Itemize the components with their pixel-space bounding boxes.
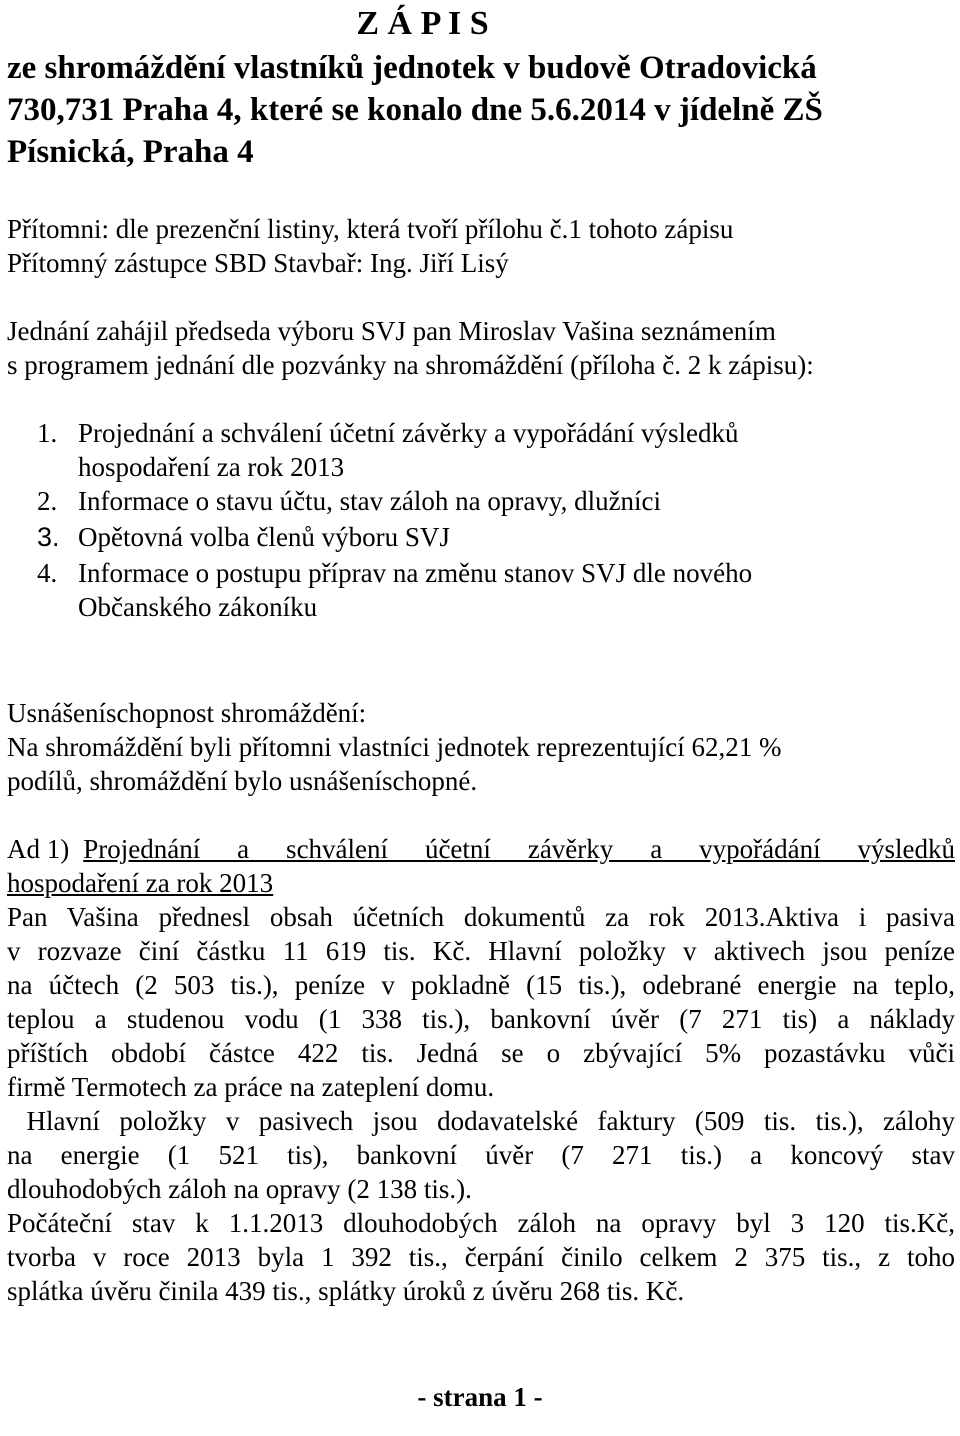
agenda-item-text: Informace o stavu účtu, stav záloh na opravy, dlužníci xyxy=(78,486,662,516)
ad1-para3-line: Počáteční stav k 1.1.2013 dlouhodobých záloh na opravy byl 3 120 tis.Kč, xyxy=(7,1208,955,1238)
ad1-para3-line: tvorba v roce 2013 byla 1 392 tis., čerpání činilo celkem 2 375 tis., z toho xyxy=(7,1242,955,1272)
ad1-para1-line: v rozvaze činí částku 11 619 tis. Kč. Hlavní položky v aktivech jsou peníze xyxy=(7,936,955,966)
quorum-line-1: Na shromáždění byli přítomni vlastníci jednotek reprezentující 62,21 % xyxy=(7,732,782,762)
agenda-item-text: Opětovná volba členů výboru SVJ xyxy=(78,522,450,552)
quorum-heading: Usnášeníschopnost shromáždění: xyxy=(7,698,367,728)
document-subtitle-line-1: ze shromáždění vlastníků jednotek v budově Otradovická xyxy=(7,50,817,86)
ad1-heading-line-1 xyxy=(7,832,955,866)
attendance-present: Přítomni: dle prezenční listiny, která tvoří přílohu č.1 tohoto zápisu xyxy=(7,214,734,244)
attendance-representative: Přítomný zástupce SBD Stavbař: Ing. Jiří Lisý xyxy=(7,248,509,278)
agenda-item-number: 2. xyxy=(37,486,58,516)
ad1-heading-line-2: hospodaření za rok 2013 xyxy=(7,868,274,898)
agenda-item-number: 4. xyxy=(37,558,58,588)
document-subtitle-line-3: Písnická, Praha 4 xyxy=(7,134,254,170)
page-number: - strana 1 - xyxy=(417,1382,543,1412)
opening-line-2: s programem jednání dle pozvánky na shromáždění (příloha č. 2 k zápisu): xyxy=(7,350,814,380)
ad1-para1-line: teplou a studenou vodu (1 338 tis.), bankovní úvěr (7 271 tis) a náklady xyxy=(7,1004,955,1034)
ad1-para1-line: příštích období částce 422 tis. Jedná se o zbývající 5% pozastávku vůči xyxy=(7,1038,955,1068)
ad1-para2-line: Hlavní položky v pasivech jsou dodavatelské faktury (509 tis. tis.), zálohy xyxy=(7,1106,955,1136)
quorum-line-2: podílů, shromáždění bylo usnášeníschopné. xyxy=(7,766,478,796)
ad1-heading-text: Projednání a schválení účetní závěrky a vypořádání výsledků xyxy=(83,834,955,864)
ad1-para2-line: dlouhodobých záloh na opravy (2 138 tis.). xyxy=(7,1174,472,1204)
ad1-para2-line: na energie (1 521 tis), bankovní úvěr (7 271 tis.) a koncový stav xyxy=(7,1140,955,1170)
ad1-prefix: Ad 1) xyxy=(7,834,70,864)
ad1-para1-line: firmě Termotech za práce na zateplení domu. xyxy=(7,1072,495,1102)
agenda-item-text: Informace o postupu příprav na změnu stanov SVJ dle nového xyxy=(78,558,753,588)
agenda-item-text: hospodaření za rok 2013 xyxy=(78,452,345,482)
document-subtitle-line-2: 730,731 Praha 4, které se konalo dne 5.6.2014 v jídelně ZŠ xyxy=(7,92,823,128)
agenda-item-text: Občanského zákoníku xyxy=(78,592,318,622)
agenda-item-number: 3. xyxy=(37,522,60,552)
ad1-para1-line: na účtech (2 503 tis.), peníze v pokladně (15 tis.), odebrané energie na teplo, xyxy=(7,970,955,1000)
agenda-item-text: Projednání a schválení účetní závěrky a vypořádání výsledků xyxy=(78,418,739,448)
agenda-item-number: 1. xyxy=(37,418,58,448)
document-title: Z Á P I S xyxy=(356,5,489,42)
ad1-para3-line: splátka úvěru činila 439 tis., splátky úroků z úvěru 268 tis. Kč. xyxy=(7,1276,685,1306)
opening-line-1: Jednání zahájil předseda výboru SVJ pan Miroslav Vašina seznámením xyxy=(7,316,776,346)
ad1-para1-line: Pan Vašina přednesl obsah účetních dokumentů za rok 2013.Aktiva i pasiva xyxy=(7,902,955,932)
